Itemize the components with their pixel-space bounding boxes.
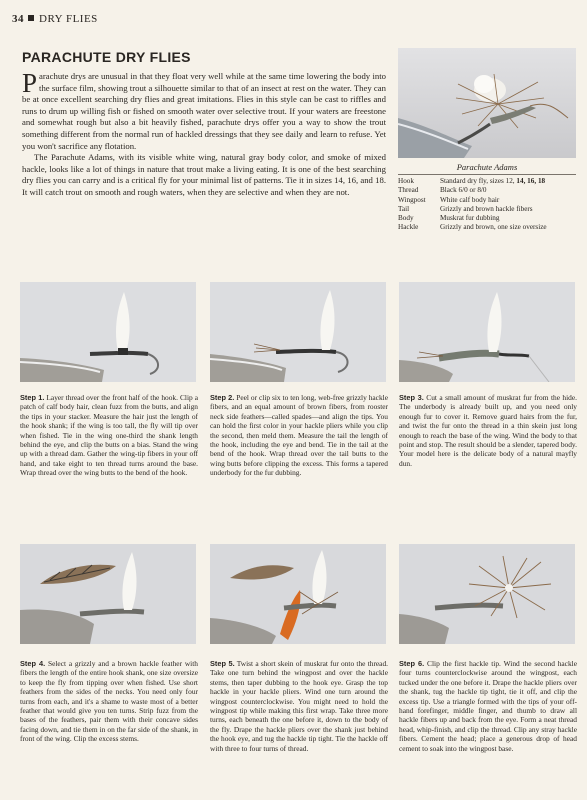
step-4-photo (20, 544, 196, 644)
step-4-text: Select a grizzly and a brown hackle feather with fibers the length of the entire hook shank, one size oversize to keep the fly from tipping over when fished. Use short feathers from the sides of the necks. You need only four turns from each, and it's a shame to waste most of a better feather that would give you ten turns. Strip fuzz from the bases of the feathers, pair them with their concave sides facing down, and tie them in on the far side of the shank, in front of the wing. Clip the excess stems. (20, 659, 198, 744)
step-2-text: Peel or clip six to ten long, web-free grizzly hackle fibers, and an equal amount of brown fibers, from rooster neck side feathers—called spades—and align the tips. You can hold the first color in your hackle pliers while you clip the second, then meld them. Measure the tail the length of the hook, including the eye and bend. Tie in the tail at the bend of the hook. Wrap thread over the tail butts to the wing butts before clipping the excess. This forms a tapered underbody for the fur dubbing. (210, 393, 388, 478)
recipe-label: Hook (398, 177, 414, 186)
recipe-label: Body (398, 214, 414, 223)
intro-paragraph-1-text: arachute drys are unusual in that they float very well while at the same time lowering the body into the surface film, showing trout a silhouette similar to that of an insect at rest on the water. They can be at once excellent searching dry flies and great imitations. Flies in this style can be cast to riffles and runs to drum up willing fish or fished on smooth water over selective trout. If your waters are freestone and somewhat rough but also a bit heavily fished, parachute drys offer you a way to show the trout something different from the normal run of hackled dressings that they see daily and learn to refuse. Yet you won't sacrifice any flotation. (22, 71, 386, 151)
recipe-label: Hackle (398, 223, 419, 232)
recipe-value: Muskrat fur dubbing (440, 214, 500, 223)
recipe-table (398, 163, 576, 232)
recipe-row (398, 196, 576, 205)
intro-paragraph-1 (22, 68, 386, 152)
recipe-row (398, 186, 576, 195)
hero-photo (398, 48, 576, 158)
recipe-title: Parachute Adams (398, 163, 576, 175)
square-bullet-icon (28, 15, 34, 21)
step-2-photo (210, 282, 386, 382)
intro-paragraph-2: The Parachute Adams, with its visible white wing, natural gray body color, and smoke of mixed hackle, looks like a lot of things in nature that trout make a living eating. It is one of the best searching dry flies you can carry and is a critical fly for your minimal list of patterns. Tie it in sizes 14, 16, and 18. It will catch trout on smooth and rough waters, when they are selective and when they are not. (22, 152, 386, 197)
recipe-value-bold: 14, 16, 18 (516, 177, 546, 186)
step-1-label: Step 1. (20, 393, 45, 402)
recipe-label: Tail (398, 204, 410, 213)
recipe-value: White calf body hair (440, 195, 500, 204)
recipe-row (398, 223, 576, 232)
step-5-text: Twist a short skein of muskrat fur onto the thread. Take one turn behind the wingpost and over the hackle stems, then taper dubbing to the hook eye. Grasp the top hackle in your hackle pliers. Wind one turn around the wingpost counterclockwise. You might need to hold the wingpost tip while making this first wrap. Take three more turns, each beneath the one before it, down to the body of the fly. Drape the hackle pliers over the shank just behind the hook eye, and tug the hackle tip tight. Tie the hackle off with three to four turns of thread. (210, 659, 389, 753)
step-3-caption (399, 393, 577, 468)
step-5-caption (210, 659, 388, 753)
recipe-row (398, 214, 576, 223)
recipe-row (398, 177, 576, 186)
step-6-caption (399, 659, 577, 753)
step-3-label: Step 3. (399, 393, 424, 402)
running-header (12, 13, 98, 25)
step-5-label: Step 5. (210, 659, 235, 668)
step-6-photo (399, 544, 575, 644)
step-1-text: Layer thread over the front half of the hook. Clip a patch of calf body hair, clean fuzz from the butts, and align the tips in your stacker. Measure the hair just the length of the hook shank; if the wing is too tall, the fly will tip over when fished. Tie in the wing one-third the shank length behind the eye, and clip the butts on a bias. Stand the wing up with a thread dam. Gather the wing-tip fibers in your off hand, and take eight to ten thread turns around the base. Wrap thread over the wing butts to the bend of the hook. (20, 393, 198, 478)
section-name: DRY FLIES (39, 13, 98, 25)
recipe-value: Grizzly and brown hackle fibers (440, 204, 533, 213)
recipe-value: Black 6/0 or 8/0 (440, 186, 487, 195)
step-6-text: Clip the first hackle tip. Wind the second hackle four turns counterclockwise around the wingpost, each tucked under the one before it. Drape the hackle pliers over the shank, tug the hackle tip tight, tie it off, and clip the excess tip. Use a triangle formed with the tips of your off-hand forefinger, middle finger, and thumb to draw all hackle fibers up and back from the eye. Form a neat thread head, whip-finish, and clip the thread. Clip any stray hackle fibers. Cement the head; place a generous drop of head cement to soak into the wingpost base. (399, 659, 577, 753)
article-title: PARACHUTE DRY FLIES (22, 49, 191, 65)
step-3-photo (399, 282, 575, 382)
recipe-value: Grizzly and brown, one size oversize (440, 223, 547, 232)
step-5-photo (210, 544, 386, 644)
step-4-caption (20, 659, 198, 744)
recipe-row (398, 205, 576, 214)
recipe-value-text: Standard dry fly, sizes 12, (440, 177, 517, 186)
recipe-value (440, 177, 576, 186)
step-1-caption (20, 393, 198, 478)
step-2-caption (210, 393, 388, 478)
intro-text (22, 68, 386, 199)
step-1-photo (20, 282, 196, 382)
step-3-text: Cut a small amount of muskrat fur from the hide. The underbody is already built up, and you need only enough fur to cover it. Remove guard hairs from the fur, and twist the fur onto the thread in a thin skein just long enough to reach the base of the wing. Wind the body to that point and stop. The result should be a slender, tapered body. Your model here is the delicate body of a natural mayfly dun. (399, 393, 577, 468)
step-4-label: Step 4. (20, 659, 46, 668)
step-2-label: Step 2. (210, 393, 235, 402)
recipe-label: Wingpost (398, 195, 426, 204)
drop-cap: P (22, 68, 38, 98)
recipe-label: Thread (398, 186, 419, 195)
step-6-label: Step 6. (399, 659, 425, 668)
page-number: 34 (12, 13, 24, 25)
